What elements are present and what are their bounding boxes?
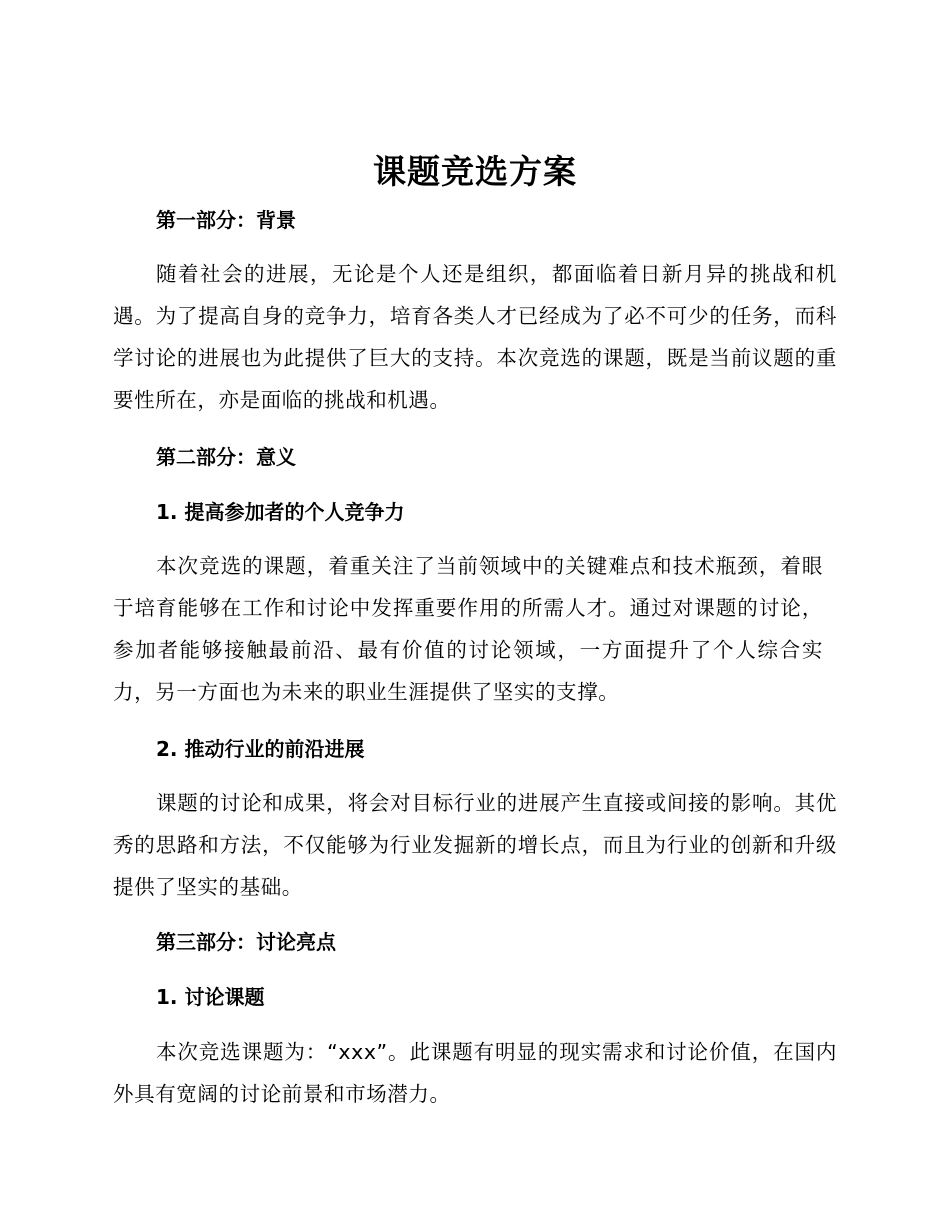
document-title: 课题竞选方案: [373, 152, 577, 191]
subsection-heading-competitiveness: 1. 提高参加者的个人竞争力: [156, 500, 405, 524]
paragraph-competitiveness: 本次竞选的课题，着重关注了当前领域中的关键难点和技术瓶颈，着眼于培育能够在工作和讨论中发挥重要作用的所需人才。通过对课题的讨论，参加者能够接触最前沿、最有价值的讨论领域，一方面提升了个人综合实力，另一方面也为未来的职业生涯提供了坚实的支撑。: [113, 554, 823, 704]
subsection-heading-industry: 2. 推动行业的前沿进展: [156, 737, 365, 761]
paragraph-background: 随着社会的进展，无论是个人还是组织，都面临着日新月异的挑战和机遇。为了提高自身的竞争力，培育各类人才已经成为了必不可少的任务，而科学讨论的进展也为此提供了巨大的支持。本次竞选的课题，既是当前议题的重要性所在，亦是面临的挑战和机遇。: [113, 262, 837, 412]
section-heading-background: 第一部分：背景: [156, 208, 296, 232]
section-heading-significance: 第二部分：意义: [156, 445, 296, 469]
paragraph-industry: 课题的讨论和成果，将会对目标行业的进展产生直接或间接的影响。其优秀的思路和方法，不仅能够为行业发掘新的增长点，而且为行业的创新和升级提供了坚实的基础。: [113, 791, 837, 899]
subsection-heading-topic: 1. 讨论课题: [156, 985, 265, 1009]
paragraph-topic: 本次竞选课题为：“xxx”。此课题有明显的现实需求和讨论价值，在国内外具有宽阔的讨论前景和市场潜力。: [113, 1040, 837, 1106]
section-heading-highlights: 第三部分：讨论亮点: [156, 930, 336, 954]
